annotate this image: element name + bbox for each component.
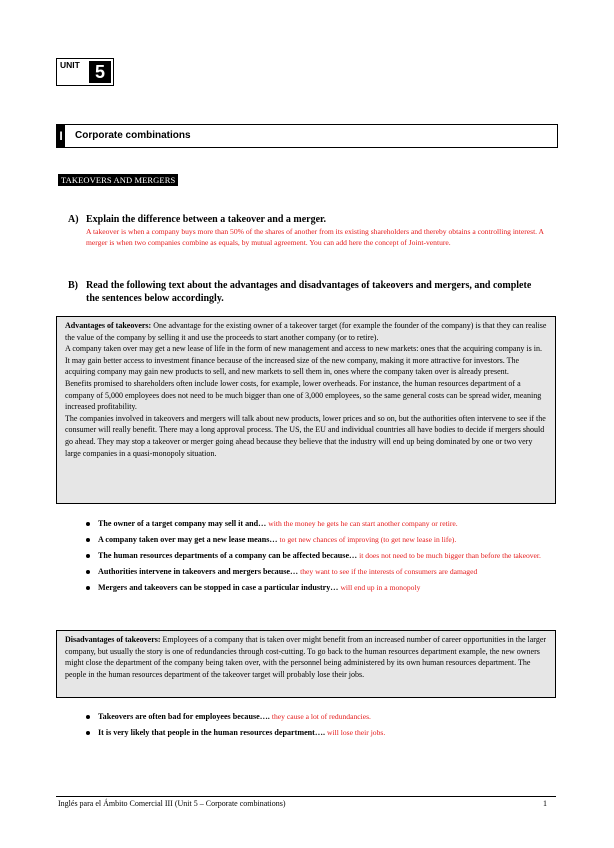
list-item: Authorities intervene in takeovers and mergers because… they want to see if the interests of consumers are damaged <box>84 566 564 577</box>
disadvantages-heading: Disadvantages of takeovers: <box>65 635 161 644</box>
list-item: Takeovers are often bad for employees because…. they cause a lot of redundancies. <box>84 711 564 722</box>
advantages-box <box>56 316 556 504</box>
section-title: Corporate combinations <box>75 130 191 141</box>
list-item: Mergers and takeovers can be stopped in case a particular industry… will end up in a monopoly <box>84 582 564 593</box>
unit-number: 5 <box>89 61 111 83</box>
advantages-p3: Benefits promised to shareholders often include lower costs, for example, lower overheads. For instance, the human resources department of a company of 5,000 employees does not need to be much bigger than one of 3,000 employees, so the same general costs can be spread wider, meaning increased profitability. <box>65 378 542 412</box>
advantages-p2: A company taken over may get a new lease of life in the form of new management and access to new markets: ones that the acquiring company is in. It may gain better access to investment finance because of the increased size of the new company, making it more attractive for investors. The acquiring company may gain new products to sell, and new markets to sell them in, ones where the company taken over is already present. <box>65 344 542 377</box>
page-number: 1 <box>543 799 547 808</box>
advantages-p1: One advantage for the existing owner of a takeover target (for example the founder of the company) is that they can realise the value of the company by selling it and use the proceeds to start another company (or to retire). <box>65 321 547 342</box>
question-a-text: Explain the difference between a takeover and a merger. <box>86 214 327 225</box>
disadvantages-bullets <box>84 711 564 738</box>
question-b <box>68 280 541 305</box>
advantages-heading: Advantages of takeovers: <box>65 321 152 330</box>
footer-text: Inglés para el Ámbito Comercial III (Unit 5 – Corporate combinations) <box>58 799 286 808</box>
disadvantages-text: Employees of a company that is taken over might benefit from an increased number of career opportunities in the larger company, but usually the story is one of redundancies through cost-cutting. To go back to the human resources department example, the new owners might close the department of the company being taken over, with the personnel being administered by its own human resources department. The people in the human resources department of the takeover target will probably lose their jobs. <box>65 635 547 679</box>
section-title-bar <box>56 124 558 148</box>
unit-box <box>56 58 114 86</box>
question-a-answer: A takeover is when a company buys more than 50% of the shares of another from its existing shareholders and thereby obtains a controlling interest. A merger is when two companies combine as equals, by mutual agreement. You can add here the concept of Joint-venture. <box>86 227 544 247</box>
question-a <box>68 214 546 227</box>
question-a-letter: A) <box>68 214 79 225</box>
section-number: I <box>57 125 65 147</box>
footer-divider <box>56 796 556 797</box>
topic-tag: TAKEOVERS AND MERGERS <box>58 174 178 186</box>
question-b-letter: B) <box>68 280 78 291</box>
advantages-bullets <box>84 518 564 593</box>
question-b-text: Read the following text about the advantages and disadvantages of takeovers and mergers, and complete the sentences below accordingly. <box>86 280 532 304</box>
advantages-p4: The companies involved in takeovers and mergers will talk about new products, lower prices and so on, but the authorities often intervene to see if the consumer will really benefit. There may a long approval process. The US, the EU and individual countries all have bodies to decide if mergers should go ahead. They may stop a takeover or merger going ahead because they believe that the industry will end up being dominated by one or two very large companies in a quasi-monopoly situation. <box>65 413 546 458</box>
disadvantages-box <box>56 630 556 698</box>
list-item: A company taken over may get a new lease means… to get new chances of improving (to get new lease in life). <box>84 534 564 545</box>
list-item: It is very likely that people in the human resources department…. will lose their jobs. <box>84 727 564 738</box>
list-item: The owner of a target company may sell it and… with the money he gets he can start another company or retire. <box>84 518 564 529</box>
unit-label: UNIT <box>60 60 80 70</box>
list-item: The human resources departments of a company can be affected because… it does not need to be much bigger than before the takeover. <box>84 550 564 561</box>
